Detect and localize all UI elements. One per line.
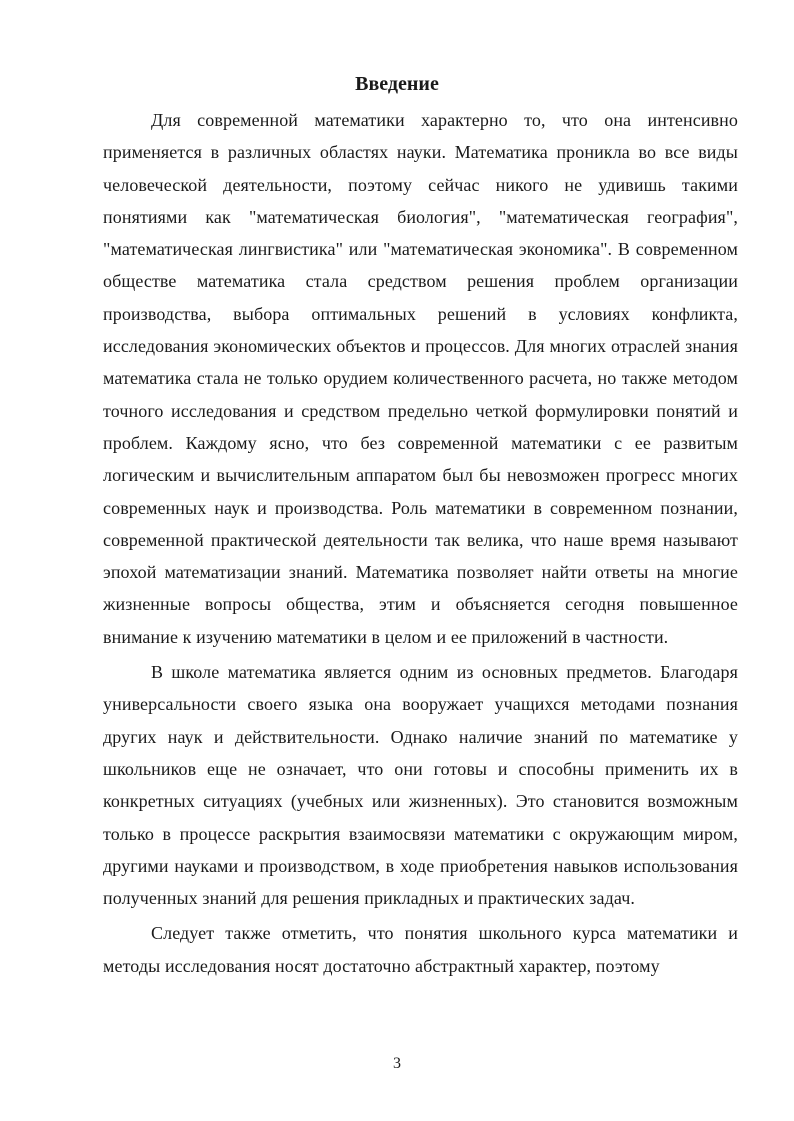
paragraph-3: Следует также отметить, что понятия школьного курса математики и методы исследования носят достаточно абстрактный характер, поэтому [103,923,738,976]
page-number: 3 [393,1055,401,1072]
body-text [103,104,738,982]
paragraph-2: В школе математика является одним из основных предметов. Благодаря универсальности своего языка она вооружает учащихся методами познания других наук и действительности. Однако наличие знаний по математике у школьников еще не означает, что они готовы и способны применить их в конкретных ситуациях (учебных или жизненных). Это становится возможным только в процессе раскрытия взаимосвязи математики с окружающим миром, другими науками и производством, в ходе приобретения навыков использования полученных знаний для решения прикладных и практических задач. [103,662,738,909]
section-title: Введение [355,73,439,95]
paragraph-1: Для современной математики характерно то, что она интенсивно применяется в различных областях науки. Математика проникла во все виды человеческой деятельности, поэтому сейчас никого не удивишь такими понятиями как "математическая биология", "математическая география", "математическая лингвистика" или "математическая экономика". В современном обществе математика стала средством решения проблем организации производства, выбора оптимальных решений в условиях конфликта, исследования экономических объектов и процессов. Для многих отраслей знания математика стала не только орудием количественного расчета, но также методом точного исследования и средством предельно четкой формулировки понятий и проблем. Каждому ясно, что без современной математики с ее развитым логическим и вычислительным аппаратом был бы невозможен прогресс многих современных наук и производства. Роль математики в современном познании, современной практической деятельности так велика, что наше время называют эпохой математизации знаний. Математика позволяет найти ответы на многие жизненные вопросы общества, этим и объясняется сегодня повышенное внимание к изучению математики в целом и ее приложений в частности. [103,110,738,647]
